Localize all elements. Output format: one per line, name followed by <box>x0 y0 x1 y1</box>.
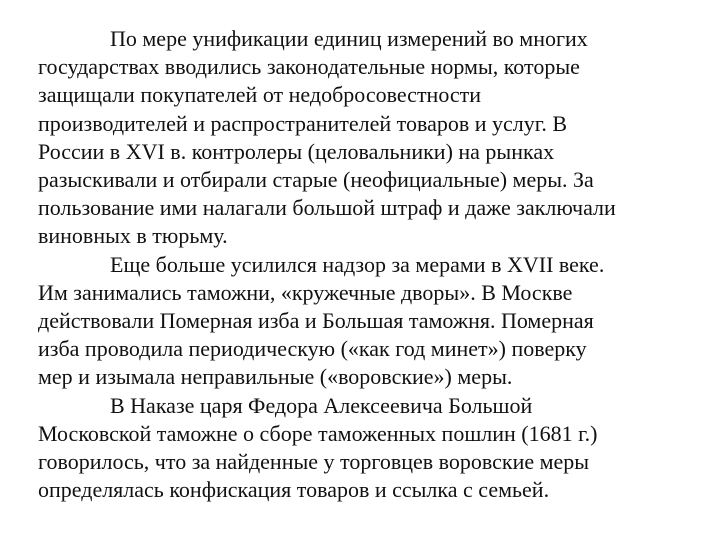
text-line: Им занимались таможни, «кружечные дворы». В Москве <box>38 279 573 305</box>
text-line: защищали покупателей от недобросовестности <box>38 82 482 108</box>
paragraph-3 <box>38 392 718 505</box>
paragraph-2 <box>38 251 718 392</box>
text-line: По мере унификации единиц измерений во многих <box>110 26 588 51</box>
text-line: действовали Померная изба и Большая таможня. Померная <box>38 308 594 334</box>
text-line: Еще больше усилился надзор за мерами в XVII веке. <box>110 251 605 277</box>
paragraph-1 <box>38 25 718 251</box>
text-line: производителей и распространителей товаров и услуг. В <box>38 110 567 136</box>
text-line: России в XVI в. контролеры (целовальники) на рынках <box>38 138 555 164</box>
text-line: В Наказе царя Федора Алексеевича Большой <box>110 392 533 418</box>
text-line: разыскивали и отбирали старые (неофициальные) меры. За <box>38 167 594 193</box>
document-text <box>38 25 718 504</box>
text-line: определялась конфискация товаров и ссылка с семьей. <box>38 477 550 503</box>
text-line: изба проводила периодическую («как год минет») поверку <box>38 336 587 362</box>
text-line: пользование ими налагали большой штраф и даже заключали <box>38 195 616 221</box>
text-line: государствах вводились законодательные нормы, которые <box>38 54 580 80</box>
text-line: виновных в тюрьму. <box>38 223 228 249</box>
text-line: мер и изымала неправильные («воровские») меры. <box>38 364 513 390</box>
text-line: Московской таможне о сборе таможенных пошлин (1681 г.) <box>38 420 598 446</box>
text-line: говорилось, что за найденные у торговцев воровские меры <box>38 449 590 475</box>
